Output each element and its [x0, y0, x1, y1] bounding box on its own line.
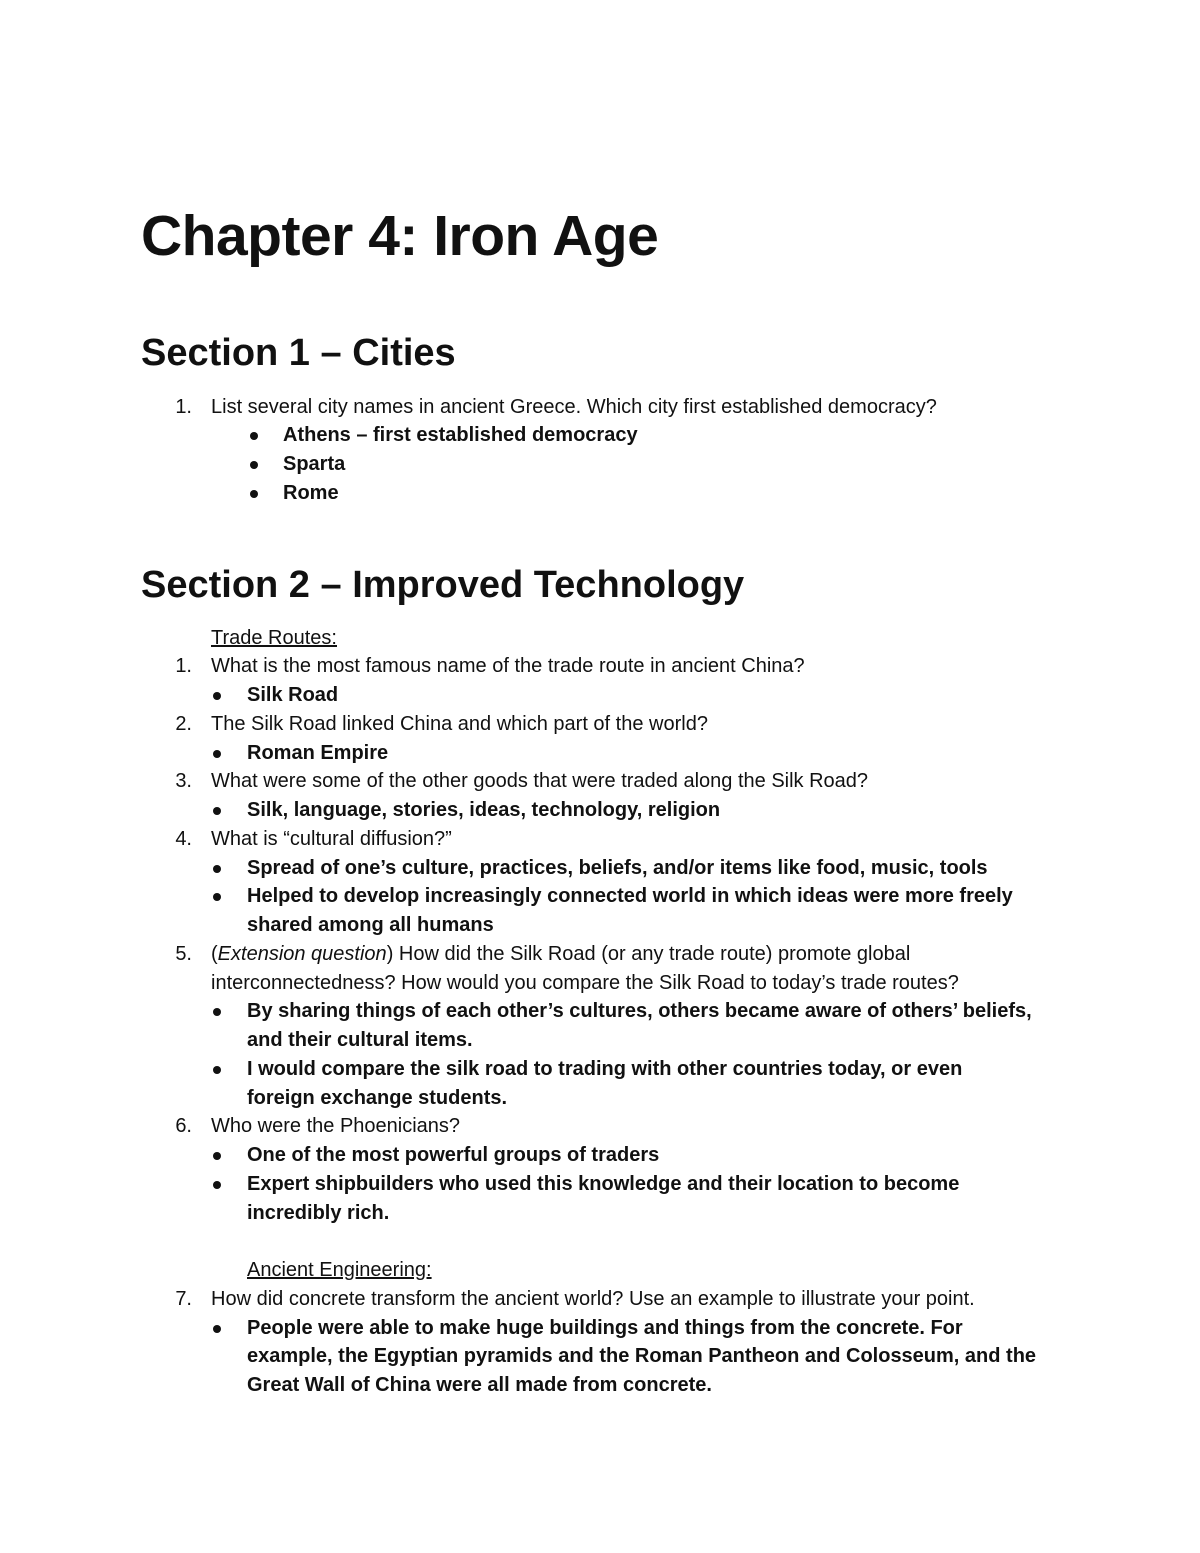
answer-text-continued: example, the Egyptian pyramids and the Roman Pantheon and Colosseum, and the — [247, 1345, 1037, 1367]
answer-text-continued: foreign exchange students. — [247, 1087, 508, 1109]
answer-text: Rome — [283, 482, 339, 504]
question-number: 3. — [175, 770, 192, 792]
section-2-question-2 — [0, 710, 1200, 739]
question-number: 6. — [175, 1115, 192, 1137]
bullet-icon — [250, 432, 258, 440]
bullet-icon — [250, 490, 258, 498]
bullet-icon — [213, 1152, 221, 1160]
answer-text: Silk, language, stories, ideas, technology, religion — [247, 799, 721, 821]
answer-item — [0, 882, 1200, 911]
bullet-icon — [213, 1325, 221, 1333]
question-text: The Silk Road linked China and which part of the world? — [211, 713, 708, 735]
answer-text-continued: shared among all humans — [247, 914, 494, 936]
answer-item — [0, 1170, 1200, 1199]
answer-item — [0, 1141, 1200, 1170]
bullet-icon — [213, 1008, 221, 1016]
bullet-icon — [213, 865, 221, 873]
answer-item — [0, 1055, 1200, 1084]
question-text: How did concrete transform the ancient world? Use an example to illustrate your point. — [211, 1288, 975, 1310]
bullet-icon — [213, 893, 221, 901]
answer-item — [0, 681, 1200, 710]
question-number: 7. — [175, 1288, 192, 1310]
question-number: 5. — [175, 943, 192, 965]
section-2-question-5 — [0, 940, 1200, 969]
question-text-continued: interconnectedness? How would you compare the Silk Road to today’s trade routes? — [211, 972, 959, 994]
section-1-title: Section 1 – Cities — [141, 332, 456, 374]
bullet-icon — [213, 807, 221, 815]
answer-item — [0, 421, 1200, 450]
answer-text: I would compare the silk road to trading with other countries today, or even — [247, 1058, 963, 1080]
section-2-question-7 — [0, 1285, 1200, 1314]
section-1-question-1 — [0, 393, 1200, 422]
section-2-question-4 — [0, 825, 1200, 854]
extension-label: Extension question — [217, 943, 387, 965]
answer-text-continued: Great Wall of China were all made from concrete. — [247, 1374, 712, 1396]
answer-text: Silk Road — [247, 684, 339, 706]
answer-item — [0, 479, 1200, 508]
section-2-question-6 — [0, 1112, 1200, 1141]
section-2-question-3 — [0, 767, 1200, 796]
bullet-icon — [213, 1066, 221, 1074]
section-2-title: Section 2 – Improved Technology — [141, 564, 745, 606]
question-number: 1. — [175, 396, 192, 418]
answer-text: Expert shipbuilders who used this knowledge and their location to become — [247, 1173, 960, 1195]
question-text-rest: ) How did the Silk Road (or any trade route) promote global — [386, 943, 911, 965]
answer-text: By sharing things of each other’s cultures, others became aware of others’ beliefs, — [247, 1000, 1032, 1022]
question-number: 1. — [175, 655, 192, 677]
answer-text: Roman Empire — [247, 742, 389, 764]
subheading-ancient-engineering: Ancient Engineering: — [247, 1259, 432, 1281]
answer-text-continued: and their cultural items. — [247, 1029, 473, 1051]
bullet-icon — [213, 1181, 221, 1189]
bullet-icon — [213, 692, 221, 700]
answer-item — [0, 997, 1200, 1026]
question-number: 2. — [175, 713, 192, 735]
bullet-icon — [213, 750, 221, 758]
question-text: Who were the Phoenicians? — [211, 1115, 461, 1137]
question-text — [211, 940, 910, 969]
answer-text-continued: incredibly rich. — [247, 1202, 390, 1224]
answer-item — [0, 450, 1200, 479]
paren-open: ( — [211, 943, 218, 965]
bullet-icon — [250, 461, 258, 469]
answer-item — [0, 796, 1200, 825]
answer-text: Athens – first established democracy — [283, 424, 638, 446]
section-2-question-1 — [0, 652, 1200, 681]
question-number: 4. — [175, 828, 192, 850]
question-text: What is the most famous name of the trade route in ancient China? — [211, 655, 805, 677]
answer-text: One of the most powerful groups of traders — [247, 1144, 660, 1166]
answer-item — [0, 1314, 1200, 1343]
answer-item — [0, 739, 1200, 768]
answer-text: Spread of one’s culture, practices, beliefs, and/or items like food, music, tools — [247, 857, 988, 879]
answer-text: People were able to make huge buildings and things from the concrete. For — [247, 1317, 963, 1339]
question-text: What is “cultural diffusion?” — [211, 828, 452, 850]
subheading-trade-routes: Trade Routes: — [211, 627, 337, 649]
chapter-title: Chapter 4: Iron Age — [141, 204, 659, 268]
answer-item — [0, 854, 1200, 883]
answer-text: Helped to develop increasingly connected world in which ideas were more freely — [247, 885, 1013, 907]
answer-text: Sparta — [283, 453, 346, 475]
question-text: What were some of the other goods that were traded along the Silk Road? — [211, 770, 869, 792]
question-text: List several city names in ancient Greece. Which city first established democracy? — [211, 396, 937, 418]
